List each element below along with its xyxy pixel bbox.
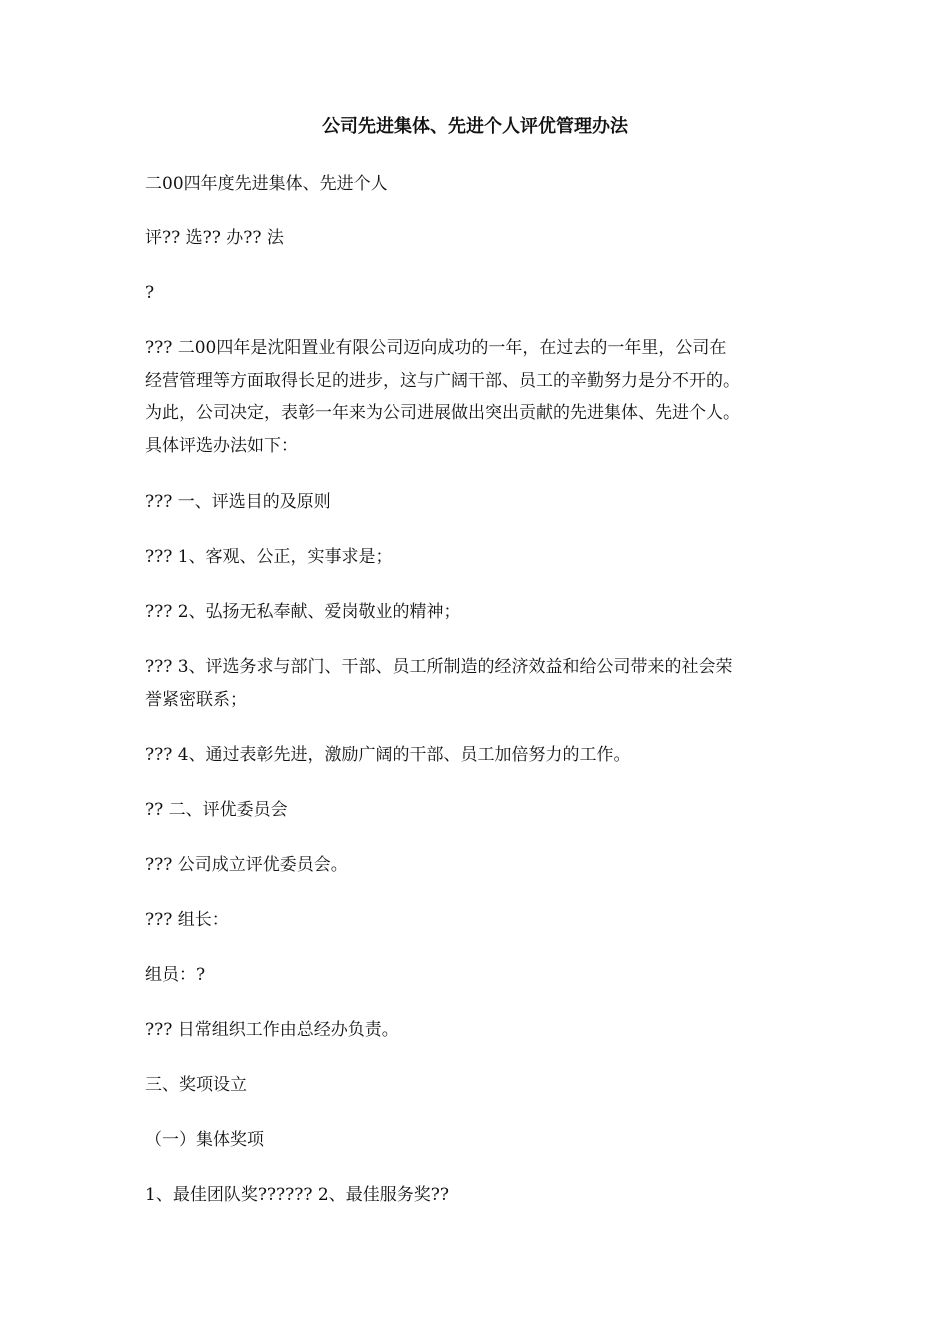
section3-heading: 三、奖项设立 [145, 1075, 247, 1095]
intro-paragraph [145, 332, 815, 462]
collective-awards-heading: （一）集体奖项 [145, 1130, 264, 1150]
blank-marker: ? [145, 283, 155, 303]
intro-line: 具体评选办法如下： [145, 435, 298, 456]
intro-line: 为此，公司决定，表彰一年来为公司进展做出突出贡献的先进集体、先进个人。 [145, 403, 740, 423]
principle-line: 誉紧密联系； [145, 689, 247, 710]
section2-heading: ?? 二、评优委员会 [145, 800, 288, 820]
committee-established: ??? 公司成立评优委员会。 [145, 855, 348, 875]
document-subtitle: 二00四年度先进集体、先进个人 [145, 174, 388, 194]
principle-line: ??? 3、评选务求与部门、干部、员工所制造的经济效益和给公司带来的社会荣 [145, 657, 733, 677]
section1-heading: ??? 一、评选目的及原则 [145, 492, 331, 512]
principle-item-wrapped [145, 651, 815, 716]
document-title: 公司先进集体、先进个人评优管理办法 [322, 116, 628, 137]
committee-members: 组员：? [145, 965, 206, 985]
principle-item: ??? 1、客观、公正，实事求是； [145, 547, 393, 567]
method-heading: 评?? 选?? 办?? 法 [145, 228, 284, 248]
committee-daily: ??? 日常组织工作由总经办负责。 [145, 1020, 399, 1040]
collective-awards-line: 1、最佳团队奖?????? 2、最佳服务奖?? [145, 1185, 449, 1205]
committee-leader: ??? 组长： [145, 910, 229, 930]
principle-item: ??? 4、通过表彰先进，激励广阔的干部、员工加倍努力的工作。 [145, 745, 631, 765]
principle-item: ??? 2、弘扬无私奉献、爱岗敬业的精神； [145, 602, 461, 622]
intro-line: ??? 二00四年是沈阳置业有限公司迈向成功的一年，在过去的一年里，公司在 [145, 338, 727, 358]
intro-line: 经营管理等方面取得长足的进步，这与广阔干部、员工的辛勤努力是分不开的。 [145, 370, 740, 391]
